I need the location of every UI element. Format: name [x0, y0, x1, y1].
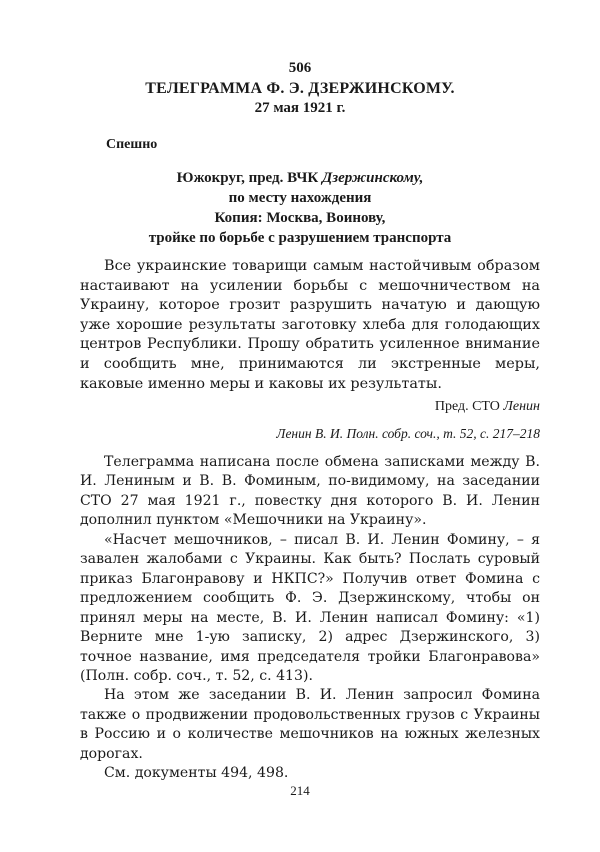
commentary-paragraph: См. документы 494, 498.	[104, 765, 289, 782]
signature-name: Ленин	[503, 399, 540, 414]
commentary-paragraph: Телеграмма написана после обмена записками между В. И. Лениным и В. В. Фоминым, по-видимому, на заседании СТО 27 мая 1921 г., повестку дня которого В. И. Ленин дополнил пунктом «Мешочники на Украину».	[80, 454, 540, 529]
addressee-name: Дзержинскому,	[322, 170, 424, 186]
commentary-paragraph: На этом же заседании В. И. Ленин запросил Фомина также о продвижении продовольственных грузов с Украины в Россию и о количестве мешочников на южных железных дорогах.	[80, 687, 540, 762]
address-line-4: тройке по борьбе с разрушением транспорта	[148, 230, 452, 246]
document-number: 506	[288, 60, 312, 76]
source-citation: Ленин В. И. Полн. собр. соч., т. 52, с. 217–218	[276, 426, 540, 441]
signature	[435, 399, 540, 415]
page-number: 214	[290, 783, 310, 798]
signature-title: Пред. СТО	[434, 399, 504, 414]
document-title: ТЕЛЕГРАММА Ф. Э. ДЗЕРЖИНСКОМУ.	[145, 80, 455, 97]
address-line-3: Копия: Москва, Воинову,	[214, 210, 386, 226]
commentary	[80, 453, 540, 784]
urgency-mark: Спешно	[106, 137, 158, 152]
address-line-2: по месту нахождения	[228, 190, 372, 206]
telegram-body	[80, 257, 540, 394]
address-block	[0, 168, 600, 248]
telegram-text: Все украинские товарищи самым настойчивым образом настаивают на усилении борьбы с мешочничеством на Украину, которое грозит разрушить начатую и дающую уже хорошие результаты заготовку хлеба для голодающих центров Республики. Прошу обратить усиленное внимание и сообщить мне, принимаются ли экстренные меры, каковые именно меры и каковы их результаты.	[80, 258, 540, 392]
address-prefix: Южокруг, пред. ВЧК	[176, 170, 323, 186]
address-line-1	[0, 168, 600, 188]
document-date: 27 мая 1921 г.	[254, 100, 346, 116]
commentary-paragraph: «Насчет мешочников, – писал В. И. Ленин Фомину, – я завален жалобами с Украины. Как быть? Послать суровый приказ Благонравову и НКПС?» Получив ответ Фомина с предложением сообщить Ф. Э. Дзержинскому, чтобы он принял меры на месте, В. И. Ленин написал Фомину: «1) Верните мне 1-ую записку, 2) адрес Дзержинского, 3) точное название, имя председателя тройки Благонравова» (Полн. собр. соч., т. 52, с. 413).	[80, 531, 540, 684]
